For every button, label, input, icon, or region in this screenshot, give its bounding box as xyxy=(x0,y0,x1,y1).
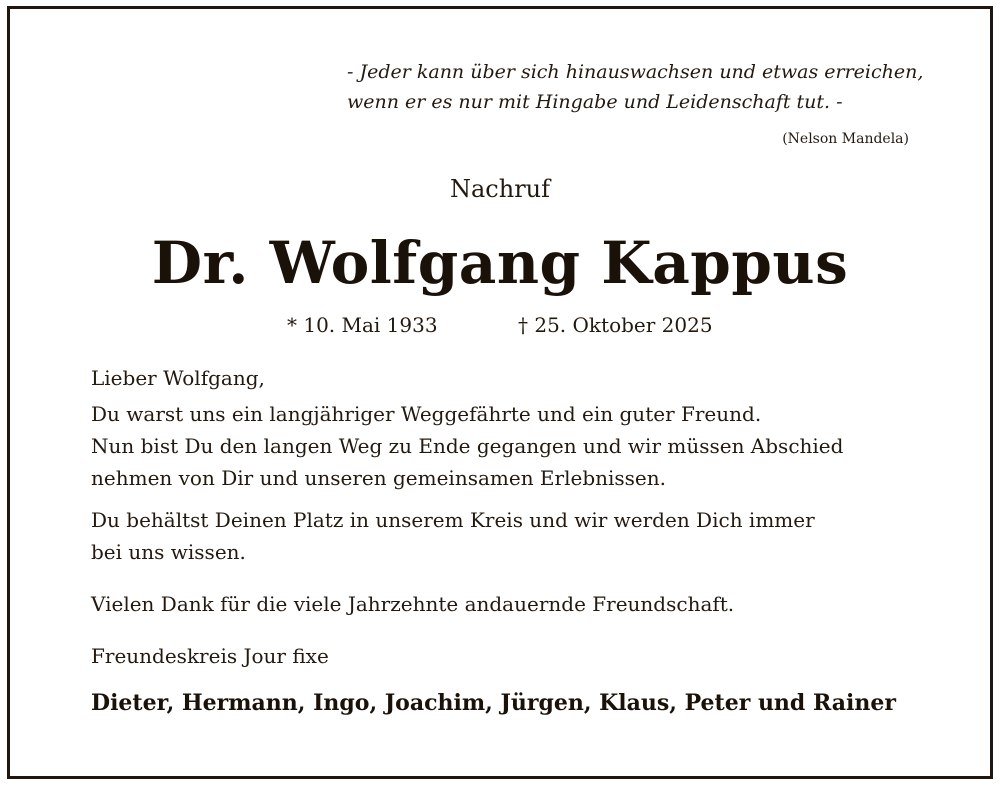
quote-line-2: wenn er es nur mit Hingabe und Leidenschaft tut. - xyxy=(347,91,843,113)
paragraph-1-line: nehmen von Dir und unseren gemeinsamen Erlebnissen. xyxy=(91,466,666,490)
quote-block xyxy=(347,57,924,117)
quote-author: (Nelson Mandela) xyxy=(782,131,909,147)
death-date: † 25. Oktober 2025 xyxy=(518,313,713,337)
notice-type-label: Nachruf xyxy=(449,175,551,203)
paragraph-2 xyxy=(91,504,951,568)
circle-name: Freundeskreis Jour fixe xyxy=(91,644,329,668)
birth-date: * 10. Mai 1933 xyxy=(287,313,438,337)
thanks-line: Vielen Dank für die viele Jahrzehnte andauernde Freundschaft. xyxy=(91,592,735,616)
deceased-name: Dr. Wolfgang Kappus xyxy=(151,229,849,297)
paragraph-2-line: bei uns wissen. xyxy=(91,540,246,564)
paragraph-2-line: Du behältst Deinen Platz in unserem Kreis und wir werden Dich immer xyxy=(91,508,815,532)
paragraph-1 xyxy=(91,398,951,494)
paragraph-1-line: Nun bist Du den langen Weg zu Ende gegangen und wir müssen Abschied xyxy=(91,434,844,458)
signers: Dieter, Hermann, Ingo, Joachim, Jürgen, Klaus, Peter und Rainer xyxy=(91,690,896,716)
greeting: Lieber Wolfgang, xyxy=(91,366,265,390)
paragraph-1-line: Du warst uns ein langjähriger Weggefährte und ein guter Freund. xyxy=(91,402,762,426)
quote-line-1: - Jeder kann über sich hinauswachsen und etwas erreichen, xyxy=(347,61,924,83)
